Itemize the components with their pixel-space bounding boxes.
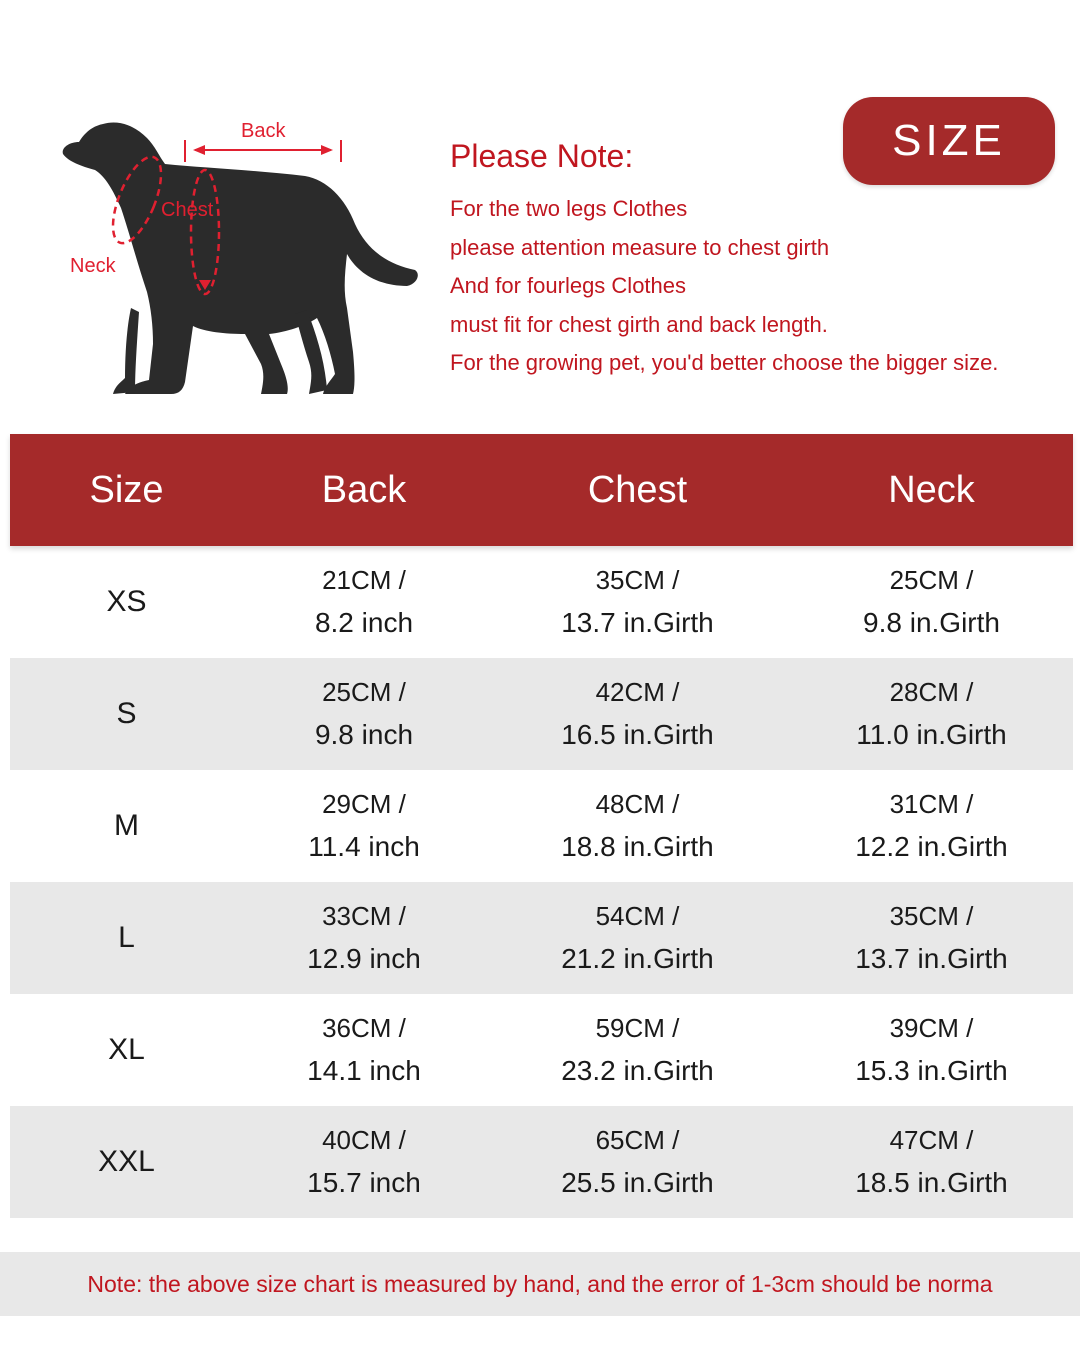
back-cell: 25CM / 9.8 inch bbox=[314, 677, 414, 750]
size-cell: XXL bbox=[98, 1145, 155, 1178]
size-badge: SIZE bbox=[843, 97, 1055, 185]
dog-silhouette-icon bbox=[55, 112, 425, 402]
neck-cell: 35CM / 13.7 in.Girth bbox=[855, 901, 1008, 974]
note-line: And for fourlegs Clothes bbox=[450, 273, 687, 298]
back-cell: 21CM / 8.2 inch bbox=[314, 565, 414, 638]
note-line: For the growing pet, you'd better choose the bigger size. bbox=[450, 350, 999, 375]
size-cell: L bbox=[118, 921, 135, 954]
back-cell: 29CM / 11.4 inch bbox=[308, 789, 420, 862]
header-neck: Neck bbox=[888, 468, 975, 511]
neck-cell: 25CM / 9.8 in.Girth bbox=[863, 565, 1000, 638]
size-chart-table bbox=[10, 434, 1073, 1218]
size-cell: XS bbox=[106, 585, 147, 618]
table-row bbox=[10, 1106, 1073, 1218]
neck-cell: 47CM / 18.5 in.Girth bbox=[855, 1125, 1008, 1198]
note-lines bbox=[450, 190, 998, 383]
header-chest: Chest bbox=[587, 468, 688, 511]
table-row bbox=[10, 770, 1073, 882]
chest-cell: 65CM / 25.5 in.Girth bbox=[561, 1125, 714, 1198]
note-line: must fit for chest girth and back length. bbox=[450, 311, 828, 337]
dog-measure-diagram bbox=[55, 112, 425, 402]
header-back: Back bbox=[321, 468, 407, 511]
diagram-neck-label: Neck bbox=[70, 255, 116, 277]
neck-cell: 31CM / 12.2 in.Girth bbox=[855, 789, 1008, 862]
back-cell: 36CM / 14.1 inch bbox=[307, 1013, 421, 1086]
chest-cell: 59CM / 23.2 in.Girth bbox=[561, 1013, 714, 1086]
size-cell: XL bbox=[108, 1033, 145, 1066]
table-row bbox=[10, 994, 1073, 1106]
chest-cell: 35CM / 13.7 in.Girth bbox=[561, 565, 714, 638]
note-line: please attention measure to chest girth bbox=[450, 234, 830, 260]
table-row bbox=[10, 882, 1073, 994]
table-header bbox=[10, 434, 1073, 546]
neck-cell: 28CM / 11.0 in.Girth bbox=[856, 677, 1007, 750]
note-line: For the two legs Clothes bbox=[450, 196, 688, 221]
measurement-footnote: Note: the above size chart is measured by hand, and the error of 1-3cm should be norma bbox=[0, 1252, 1080, 1316]
size-cell: S bbox=[116, 697, 137, 730]
table-row bbox=[10, 658, 1073, 770]
header-size: Size bbox=[89, 468, 164, 511]
back-cell: 33CM / 12.9 inch bbox=[307, 901, 421, 974]
neck-cell: 39CM / 15.3 in.Girth bbox=[855, 1013, 1008, 1086]
note-title: Please Note: bbox=[450, 138, 634, 174]
diagram-chest-label: Chest bbox=[161, 199, 214, 221]
chest-cell: 54CM / 21.2 in.Girth bbox=[561, 901, 714, 974]
chest-cell: 42CM / 16.5 in.Girth bbox=[561, 677, 714, 750]
table-row bbox=[10, 546, 1073, 658]
size-cell: M bbox=[114, 809, 139, 842]
back-cell: 40CM / 15.7 inch bbox=[307, 1125, 421, 1198]
chest-cell: 48CM / 18.8 in.Girth bbox=[561, 789, 714, 862]
diagram-back-label: Back bbox=[241, 120, 286, 142]
